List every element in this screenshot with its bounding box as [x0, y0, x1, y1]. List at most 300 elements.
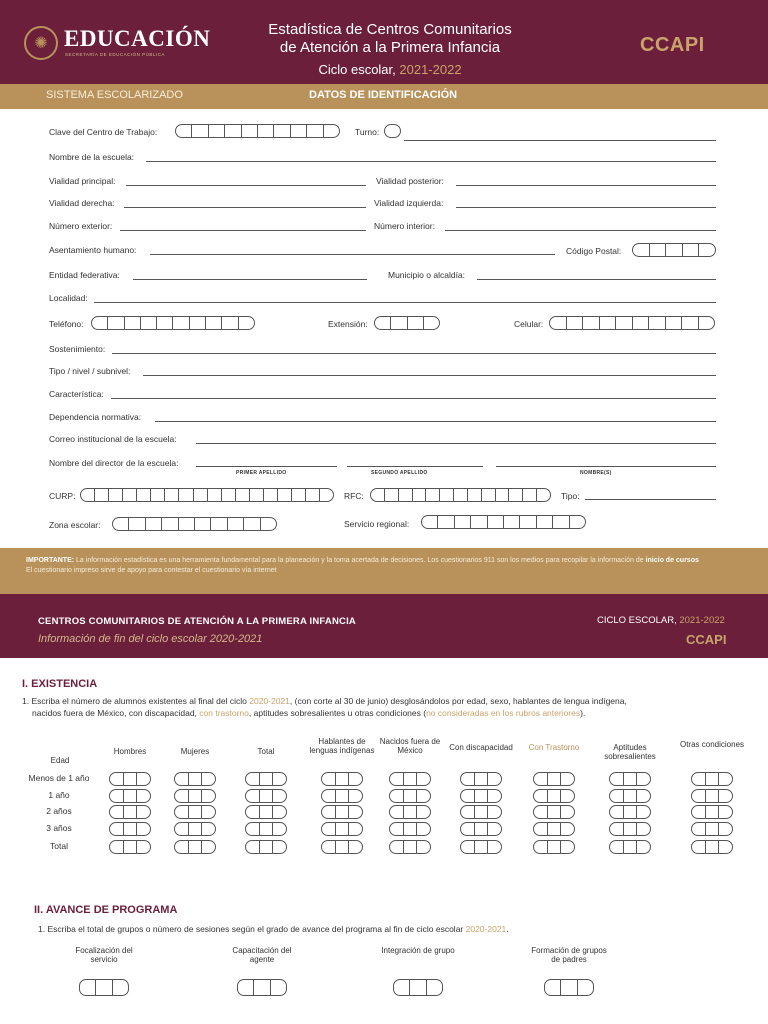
count-field[interactable]	[109, 805, 151, 819]
digit-cell[interactable]	[417, 773, 430, 785]
digit-cell[interactable]	[390, 841, 404, 853]
digit-cell[interactable]	[273, 773, 286, 785]
band-center-label: DATOS DE IDENTIFICACIÓN	[309, 89, 458, 101]
digit-cell[interactable]	[322, 790, 336, 802]
nombres-field[interactable]	[496, 466, 716, 467]
extension-field[interactable]	[374, 316, 440, 330]
digit-cell[interactable]	[417, 806, 430, 818]
digit-cell[interactable]	[461, 806, 475, 818]
vialidad-izquierda-label: Vialidad izquierda:	[374, 198, 444, 208]
logo-subtitle: SECRETARÍA DE EDUCACIÓN PÚBLICA	[65, 52, 165, 57]
municipio-field[interactable]	[477, 279, 716, 280]
digit-cell[interactable]	[719, 806, 732, 818]
digit-cell[interactable]	[461, 823, 475, 835]
digit-cell[interactable]	[475, 823, 489, 835]
count-field[interactable]	[245, 840, 287, 854]
digit-cell[interactable]	[336, 823, 350, 835]
digit-cell[interactable]	[254, 980, 270, 995]
count-field[interactable]	[533, 840, 575, 854]
turno-line[interactable]	[404, 140, 716, 141]
avance-title: II. AVANCE DE PROGRAMA	[34, 904, 178, 916]
caracteristica-field[interactable]	[111, 398, 716, 399]
digit-cell[interactable]	[624, 841, 638, 853]
correo-field[interactable]	[196, 443, 716, 444]
count-field[interactable]	[609, 805, 651, 819]
rfc-label: RFC:	[344, 491, 364, 501]
digit-cell[interactable]	[417, 823, 430, 835]
count-field[interactable]	[609, 840, 651, 854]
clave-field[interactable]	[175, 124, 340, 138]
digit-cell[interactable]	[404, 806, 418, 818]
digit-cell[interactable]	[548, 790, 562, 802]
digit-cell[interactable]	[624, 823, 638, 835]
edad-header: Edad	[50, 756, 70, 765]
servicio-label: Servicio regional:	[344, 519, 410, 529]
vialidad-posterior-label: Vialidad posterior:	[376, 176, 444, 186]
count-field[interactable]	[245, 772, 287, 786]
nombre-escuela-field[interactable]	[146, 161, 716, 162]
existencia-title: I. EXISTENCIA	[22, 678, 98, 690]
digit-cell[interactable]	[390, 773, 404, 785]
digit-cell[interactable]	[202, 806, 215, 818]
digit-cell[interactable]	[113, 980, 128, 995]
avance-q-c: .	[506, 924, 509, 934]
count-field[interactable]	[691, 772, 733, 786]
digit-cell[interactable]	[561, 790, 574, 802]
digit-cell[interactable]	[534, 823, 548, 835]
digit-cell[interactable]	[692, 773, 706, 785]
count-field[interactable]	[609, 822, 651, 836]
sostenimiento-field[interactable]	[112, 353, 716, 354]
segundo-apellido-field[interactable]	[347, 466, 483, 467]
digit-cell[interactable]	[189, 773, 203, 785]
digit-cell[interactable]	[610, 841, 624, 853]
count-field[interactable]	[109, 772, 151, 786]
vialidad-principal-field[interactable]	[126, 185, 366, 186]
avance-label: Focalización del servicio	[75, 946, 133, 964]
section-title: CENTROS COMUNITARIOS DE ATENCIÓN A LA PRIMERA INFANCIA	[38, 616, 356, 627]
existencia-q-c: , (con corte al 30 de junio) desglosándolos por edad, sexo, hablantes de lengua indígena,	[289, 696, 627, 706]
digit-cell[interactable]	[110, 773, 124, 785]
digit-cell[interactable]	[561, 823, 574, 835]
tipo-field[interactable]	[585, 499, 716, 500]
avance-field[interactable]	[544, 979, 594, 996]
digit-cell[interactable]	[349, 773, 362, 785]
sostenimiento-label: Sostenimiento:	[49, 344, 106, 354]
digit-cell[interactable]	[273, 806, 286, 818]
digit-cell[interactable]	[273, 790, 286, 802]
digit-cell[interactable]	[271, 980, 286, 995]
asentamiento-label: Asentamiento humano:	[49, 245, 137, 255]
digit-cell[interactable]	[404, 790, 418, 802]
digit-cell[interactable]	[706, 823, 720, 835]
digit-cell[interactable]	[610, 790, 624, 802]
digit-cell[interactable]	[189, 790, 203, 802]
count-field[interactable]	[609, 772, 651, 786]
localidad-label: Localidad:	[49, 293, 88, 303]
row-label: 1 año	[48, 790, 70, 800]
clave-label: Clave del Centro de Trabajo:	[49, 127, 158, 137]
row-label: Total	[50, 841, 68, 851]
telefono-label: Teléfono:	[49, 319, 84, 329]
digit-cell[interactable]	[404, 773, 418, 785]
count-field[interactable]	[321, 822, 363, 836]
digit-cell[interactable]	[137, 823, 150, 835]
digit-cell[interactable]	[578, 980, 593, 995]
avance-question	[38, 923, 738, 935]
digit-cell[interactable]	[390, 790, 404, 802]
digit-cell[interactable]	[260, 806, 274, 818]
digit-cell[interactable]	[246, 790, 260, 802]
digit-cell[interactable]	[273, 841, 286, 853]
digit-cell[interactable]	[692, 841, 706, 853]
digit-cell[interactable]	[719, 790, 732, 802]
digit-cell[interactable]	[246, 823, 260, 835]
notice-bold: inicio de cursos	[645, 557, 699, 564]
digit-cell[interactable]	[488, 823, 501, 835]
digit-cell[interactable]	[349, 823, 362, 835]
digit-cell[interactable]	[124, 790, 138, 802]
director-label: Nombre del director de la escuela:	[49, 458, 179, 468]
digit-cell[interactable]	[390, 823, 404, 835]
celular-field[interactable]	[549, 316, 715, 330]
digit-cell[interactable]	[189, 806, 203, 818]
digit-cell[interactable]	[475, 773, 489, 785]
count-field[interactable]	[109, 789, 151, 803]
digit-cell[interactable]	[548, 823, 562, 835]
digit-cell[interactable]	[404, 841, 418, 853]
digit-cell[interactable]	[534, 841, 548, 853]
digit-cell[interactable]	[610, 806, 624, 818]
digit-cell[interactable]	[475, 841, 489, 853]
zona-label: Zona escolar:	[49, 520, 101, 530]
digit-cell[interactable]	[238, 980, 254, 995]
digit-cell[interactable]	[322, 823, 336, 835]
digit-cell[interactable]	[336, 806, 350, 818]
count-field[interactable]	[174, 772, 216, 786]
digit-cell[interactable]	[488, 806, 501, 818]
numero-exterior-label: Número exterior:	[49, 221, 113, 231]
digit-cell[interactable]	[260, 790, 274, 802]
count-field[interactable]	[321, 772, 363, 786]
count-field[interactable]	[321, 789, 363, 803]
turno-label: Turno:	[355, 127, 380, 137]
digit-cell[interactable]	[322, 841, 336, 853]
avance-field[interactable]	[79, 979, 129, 996]
digit-cell[interactable]	[427, 980, 442, 995]
digit-cell[interactable]	[692, 790, 706, 802]
digit-cell[interactable]	[110, 790, 124, 802]
digit-cell[interactable]	[410, 980, 426, 995]
notice-text	[26, 556, 736, 575]
numero-exterior-field[interactable]	[120, 230, 366, 231]
band-left-label: SISTEMA ESCOLARIZADO	[46, 89, 183, 101]
vialidad-derecha-label: Vialidad derecha:	[49, 198, 115, 208]
count-field[interactable]	[389, 840, 431, 854]
digit-cell[interactable]	[417, 790, 430, 802]
cycle-label: Ciclo escolar,	[318, 62, 400, 77]
digit-cell[interactable]	[404, 823, 418, 835]
digit-cell[interactable]	[322, 773, 336, 785]
count-field[interactable]	[109, 840, 151, 854]
digit-cell[interactable]	[349, 806, 362, 818]
column-header: Hombres	[113, 747, 147, 756]
count-field[interactable]	[174, 805, 216, 819]
codigo-postal-label: Código Postal:	[566, 246, 622, 256]
digit-cell[interactable]	[637, 806, 650, 818]
row-label: 3 años	[46, 823, 72, 833]
count-field[interactable]	[533, 805, 575, 819]
avance-q-a: 1. Escriba el total de grupos o número de sesiones según el grado de avance del programa al fin de ciclo escolar	[38, 924, 466, 934]
digit-cell[interactable]	[692, 823, 706, 835]
digit-cell[interactable]	[488, 773, 501, 785]
existencia-q-a: 1. Escriba el número de alumnos existentes al final del ciclo	[22, 696, 250, 706]
digit-cell[interactable]	[637, 790, 650, 802]
vialidad-izquierda-field[interactable]	[456, 207, 716, 208]
digit-cell[interactable]	[246, 806, 260, 818]
existencia-q-b: 2020-2021	[249, 696, 290, 706]
digit-cell[interactable]	[548, 806, 562, 818]
digit-cell[interactable]	[545, 980, 561, 995]
count-field[interactable]	[174, 822, 216, 836]
entidad-label: Entidad federativa:	[49, 270, 120, 280]
digit-cell[interactable]	[534, 790, 548, 802]
digit-cell[interactable]	[561, 980, 577, 995]
count-field[interactable]	[609, 789, 651, 803]
column-header: Mujeres	[180, 747, 210, 756]
count-field[interactable]	[460, 789, 502, 803]
tipo-label: Tipo:	[561, 491, 580, 501]
tipo-nivel-label: Tipo / nivel / subnivel:	[49, 366, 131, 376]
dependencia-field[interactable]	[155, 421, 716, 422]
digit-cell[interactable]	[202, 790, 215, 802]
digit-cell[interactable]	[246, 773, 260, 785]
count-field[interactable]	[460, 840, 502, 854]
digit-cell[interactable]	[610, 823, 624, 835]
digit-cell[interactable]	[202, 823, 215, 835]
count-field[interactable]	[389, 789, 431, 803]
digit-cell[interactable]	[706, 773, 720, 785]
digit-cell[interactable]	[336, 790, 350, 802]
section-cycle-years: 2021-2022	[679, 615, 725, 626]
numero-interior-field[interactable]	[445, 230, 716, 231]
existencia-q-e: con trastorno	[199, 708, 249, 718]
digit-cell[interactable]	[110, 806, 124, 818]
seal-icon: ✺	[24, 26, 58, 60]
column-header: Con Trastorno	[528, 743, 580, 752]
count-field[interactable]	[389, 822, 431, 836]
primer-apellido-field[interactable]	[196, 466, 337, 467]
digit-cell[interactable]	[719, 773, 732, 785]
telefono-field[interactable]	[91, 316, 255, 330]
avance-field[interactable]	[237, 979, 287, 996]
digit-cell[interactable]	[417, 841, 430, 853]
digit-cell[interactable]	[273, 823, 286, 835]
column-header: Aptitudes sobresalientes	[604, 743, 656, 761]
digit-cell[interactable]	[706, 806, 720, 818]
digit-cell[interactable]	[124, 806, 138, 818]
notice-text-2: El cuestionario impreso sirve de apoyo para contestar el cuestionario vía internet	[26, 566, 277, 574]
digit-cell[interactable]	[692, 806, 706, 818]
turno-field[interactable]	[384, 124, 401, 138]
digit-cell[interactable]	[202, 773, 215, 785]
count-field[interactable]	[691, 805, 733, 819]
digit-cell[interactable]	[175, 790, 189, 802]
digit-cell[interactable]	[719, 841, 732, 853]
digit-cell[interactable]	[110, 841, 124, 853]
digit-cell[interactable]	[624, 806, 638, 818]
digit-cell[interactable]	[534, 806, 548, 818]
nombre-escuela-label: Nombre de la escuela:	[49, 152, 135, 162]
existencia-q-d: nacidos fuera de México, con discapacidad,	[32, 708, 200, 718]
tipo-nivel-field[interactable]	[143, 375, 716, 376]
notice-text-1: La información estadística es una herramienta fundamental para la planeación y la toma acertada de decisiones. Los cuestionarios 911 son los medios para recopilar la información de	[74, 557, 646, 564]
localidad-field[interactable]	[94, 302, 716, 303]
digit-cell[interactable]	[394, 980, 410, 995]
count-field[interactable]	[389, 805, 431, 819]
avance-field[interactable]	[393, 979, 443, 996]
digit-cell[interactable]	[548, 841, 562, 853]
digit-cell[interactable]	[124, 823, 138, 835]
digit-cell[interactable]	[719, 823, 732, 835]
digit-cell[interactable]	[624, 773, 638, 785]
digit-cell[interactable]	[175, 806, 189, 818]
row-label: 2 años	[46, 806, 72, 816]
vialidad-derecha-field[interactable]	[124, 207, 366, 208]
municipio-label: Municipio o alcaldía:	[388, 270, 466, 280]
digit-cell[interactable]	[548, 773, 562, 785]
digit-cell[interactable]	[488, 790, 501, 802]
notice-important: IMPORTANTE:	[26, 557, 75, 564]
row-label: Menos de 1 año	[28, 773, 90, 783]
digit-cell[interactable]	[461, 773, 475, 785]
primer-apellido-caption: PRIMER APELLIDO	[236, 470, 287, 476]
title-line-2: de Atención a la Primera Infancia	[279, 39, 501, 56]
segundo-apellido-caption: SEGUNDO APELLIDO	[371, 470, 428, 476]
digit-cell[interactable]	[189, 823, 203, 835]
count-field[interactable]	[533, 789, 575, 803]
curp-field[interactable]	[80, 488, 334, 502]
digit-cell[interactable]	[637, 773, 650, 785]
column-header: Nacidos fuera de México	[379, 737, 441, 755]
count-field[interactable]	[174, 840, 216, 854]
cycle-line	[200, 62, 580, 77]
section-cycle-label: CICLO ESCOLAR,	[597, 615, 680, 626]
digit-cell[interactable]	[202, 841, 215, 853]
curp-label: CURP:	[49, 491, 76, 501]
logo-text: EDUCACIÓN	[64, 26, 211, 51]
digit-cell[interactable]	[80, 980, 96, 995]
digit-cell[interactable]	[260, 773, 274, 785]
digit-cell[interactable]	[322, 806, 336, 818]
rfc-field[interactable]	[370, 488, 551, 502]
digit-cell[interactable]	[137, 841, 150, 853]
count-field[interactable]	[533, 772, 575, 786]
digit-cell[interactable]	[706, 841, 720, 853]
existencia-q-h: ).	[580, 708, 586, 718]
numero-interior-label: Número interior:	[374, 221, 435, 231]
count-field[interactable]	[691, 822, 733, 836]
vialidad-principal-label: Vialidad principal:	[49, 176, 116, 186]
digit-cell[interactable]	[175, 823, 189, 835]
count-field[interactable]	[691, 840, 733, 854]
caracteristica-label: Característica:	[49, 389, 104, 399]
zona-field[interactable]	[112, 517, 277, 531]
digit-cell[interactable]	[706, 790, 720, 802]
count-field[interactable]	[321, 805, 363, 819]
count-field[interactable]	[389, 772, 431, 786]
digit-cell[interactable]	[610, 773, 624, 785]
digit-cell[interactable]	[637, 823, 650, 835]
dependencia-label: Dependencia normativa:	[49, 412, 142, 422]
count-field[interactable]	[109, 822, 151, 836]
page-title	[200, 21, 580, 57]
count-field[interactable]	[460, 822, 502, 836]
digit-cell[interactable]	[561, 841, 574, 853]
servicio-field[interactable]	[421, 515, 586, 529]
digit-cell[interactable]	[561, 806, 574, 818]
count-field[interactable]	[174, 789, 216, 803]
digit-cell[interactable]	[137, 790, 150, 802]
digit-cell[interactable]	[637, 841, 650, 853]
digit-cell[interactable]	[124, 841, 138, 853]
digit-cell[interactable]	[534, 773, 548, 785]
digit-cell[interactable]	[246, 841, 260, 853]
nombres-caption: NOMBRE(S)	[580, 470, 612, 476]
count-field[interactable]	[460, 772, 502, 786]
count-field[interactable]	[460, 805, 502, 819]
count-field[interactable]	[245, 822, 287, 836]
vialidad-posterior-field[interactable]	[456, 185, 716, 186]
digit-cell[interactable]	[390, 806, 404, 818]
digit-cell[interactable]	[137, 806, 150, 818]
existencia-q-f: , aptitudes sobresalientes u otras condiciones (	[248, 708, 427, 718]
digit-cell[interactable]	[260, 823, 274, 835]
digit-cell[interactable]	[349, 790, 362, 802]
digit-cell[interactable]	[175, 773, 189, 785]
avance-label: Formación de grupos de padres	[531, 946, 607, 964]
digit-cell[interactable]	[260, 841, 274, 853]
digit-cell[interactable]	[475, 806, 489, 818]
digit-cell[interactable]	[336, 773, 350, 785]
digit-cell[interactable]	[96, 980, 112, 995]
count-field[interactable]	[245, 805, 287, 819]
digit-cell[interactable]	[110, 823, 124, 835]
digit-cell[interactable]	[561, 773, 574, 785]
count-field[interactable]	[321, 840, 363, 854]
column-header: Con discapacidad	[449, 743, 513, 752]
cycle-years: 2021-2022	[399, 62, 462, 77]
section-subtitle: Información de fin del ciclo escolar 2020-2021	[38, 633, 263, 645]
count-field[interactable]	[691, 789, 733, 803]
entidad-field[interactable]	[133, 279, 367, 280]
digit-cell[interactable]	[475, 790, 489, 802]
digit-cell[interactable]	[461, 790, 475, 802]
asentamiento-field[interactable]	[150, 254, 555, 255]
digit-cell[interactable]	[349, 841, 362, 853]
digit-cell[interactable]	[189, 841, 203, 853]
digit-cell[interactable]	[137, 773, 150, 785]
digit-cell[interactable]	[461, 841, 475, 853]
count-field[interactable]	[533, 822, 575, 836]
digit-cell[interactable]	[488, 841, 501, 853]
count-field[interactable]	[245, 789, 287, 803]
digit-cell[interactable]	[175, 841, 189, 853]
codigo-postal-field[interactable]	[632, 243, 716, 257]
digit-cell[interactable]	[624, 790, 638, 802]
digit-cell[interactable]	[124, 773, 138, 785]
digit-cell[interactable]	[336, 841, 350, 853]
